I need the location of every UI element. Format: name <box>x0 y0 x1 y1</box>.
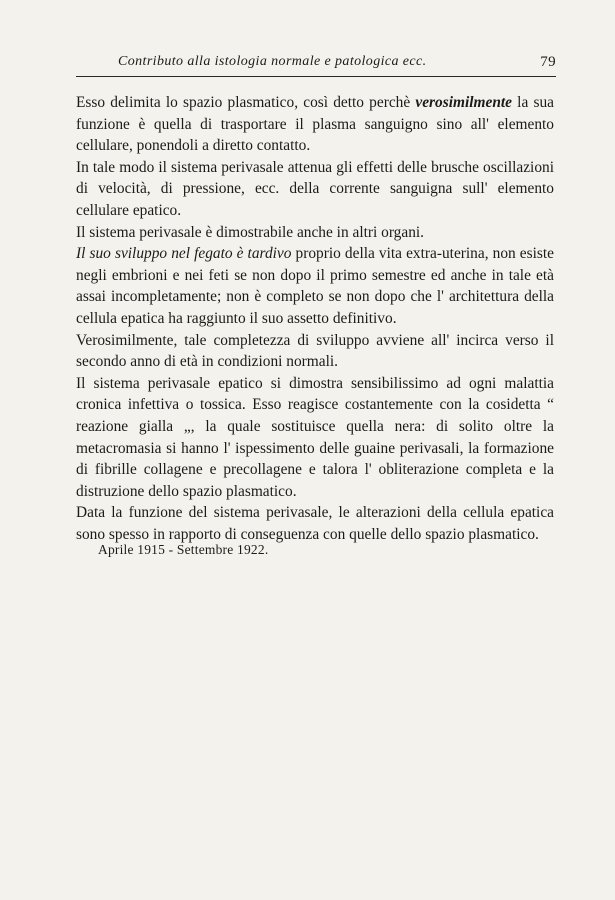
emphasis-text: Il suo sviluppo nel fegato è tardivo <box>76 245 292 263</box>
body-text <box>76 92 554 545</box>
emphasis-text: verosimilmente <box>415 94 512 111</box>
header-rule <box>76 76 556 77</box>
paragraph <box>76 157 554 222</box>
paragraph-text: la sua funzione è quella di trasportare il plasma sanguigno sino all' elemento cellulare, ponendoli a diretto contatto. <box>76 94 554 155</box>
paragraph-text: Esso delimita lo spazio plasmatico, così detto perchè <box>76 94 416 111</box>
running-title: Contributo alla istologia normale e patologica ecc. <box>118 54 427 69</box>
dateline: Aprile 1915 - Settembre 1922. <box>98 542 269 557</box>
paragraph-text: Il sistema perivasale epatico si dimostra sensibilissimo ad ogni malattia cronica infettiva o tossica. Esso reagisce costantemente con la cosidetta “ reazione gialla „, la quale sostituisce quella nera: di solito oltre la metacromasia si hanno l' ispessimento delle guaine perivasali, la formazione di fibrille collagene e precollagene e talora l' obliterazione completa e la distruzione dello spazio plasmatico. <box>76 374 554 500</box>
paragraph-text: Data la funzione del sistema perivasale, le alterazioni della cellula epatica sono spesso in rapporto di conseguenza con quelle dello spazio plasmatico. <box>76 504 554 543</box>
paragraph <box>76 502 554 545</box>
page-number: 79 <box>540 54 556 70</box>
paragraph <box>76 92 554 157</box>
paragraph-text: In tale modo il sistema perivasale attenua gli effetti delle brusche oscillazioni di velocità, di pressione, ecc. della corrente sanguigna sull' elemento cellulare epatico. <box>76 158 554 219</box>
paragraph-text: proprio della vita extra-uterina, non esiste negli embrioni e nei feti se non dopo il primo semestre ed anche in tale età assai incompletamente; non è completo se non dopo che l' architettura della cellula epatica ha raggiunto il suo assetto definitivo. <box>76 245 555 327</box>
paragraph-text: Il sistema perivasale è dimostrabile anche in altri organi. <box>76 223 425 241</box>
running-head <box>76 52 556 74</box>
paragraph <box>76 373 554 503</box>
paragraph <box>76 243 554 329</box>
paragraph <box>76 330 554 373</box>
paragraph-text: Verosimilmente, tale completezza di sviluppo avviene all' incirca verso il secondo anno di età in condizioni normali. <box>76 331 554 371</box>
paragraph <box>76 222 554 244</box>
